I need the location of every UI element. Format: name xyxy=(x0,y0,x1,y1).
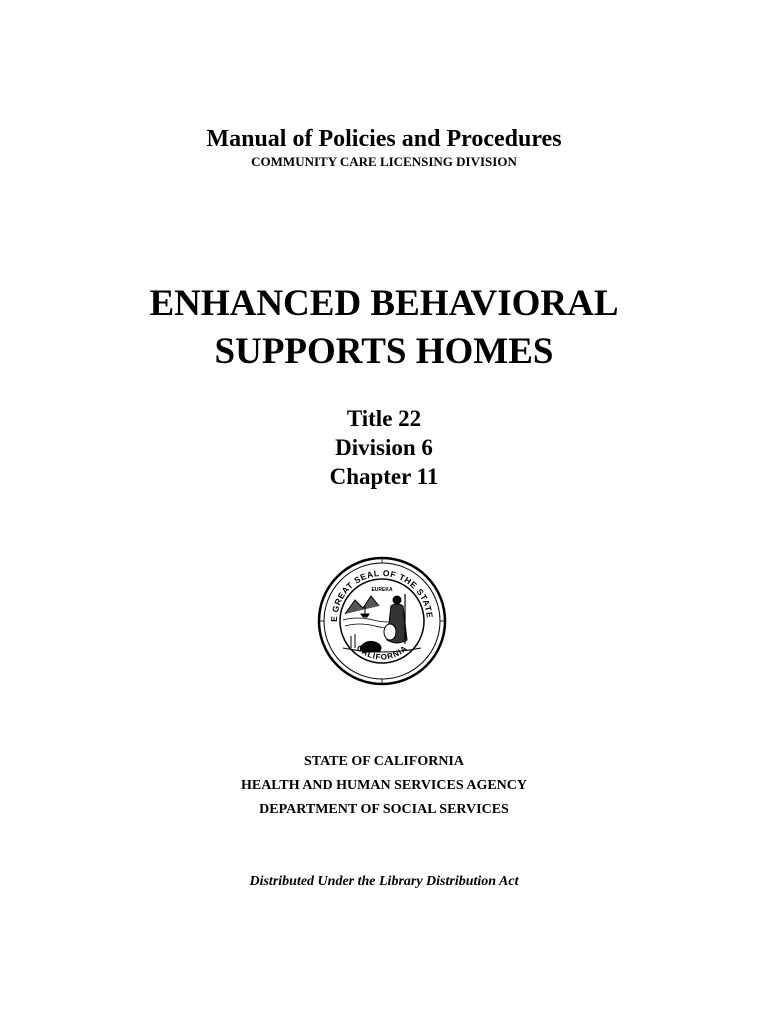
document-title xyxy=(0,280,768,376)
agency-state: STATE OF CALIFORNIA xyxy=(304,754,464,769)
regulation-reference xyxy=(0,404,768,491)
agency-department: DEPARTMENT OF SOCIAL SERVICES xyxy=(259,802,509,817)
agency-name: HEALTH AND HUMAN SERVICES AGENCY xyxy=(240,778,528,793)
regulation-division: Division 6 xyxy=(335,435,433,460)
division-name: COMMUNITY CARE LICENSING DIVISION xyxy=(251,154,517,169)
seal-motto: EUREKA xyxy=(371,587,393,593)
seal-top-text: E GREAT SEAL OF THE STATE xyxy=(328,567,435,623)
regulation-chapter: Chapter 11 xyxy=(329,464,439,489)
distribution-note: Distributed Under the Library Distribution Act xyxy=(249,874,519,889)
agency-block xyxy=(0,750,768,822)
document-title-line-1: ENHANCED BEHAVIORAL xyxy=(149,283,619,324)
manual-title: Manual of Policies and Procedures xyxy=(206,126,562,152)
seal-bottom-text: CALIFORNIA xyxy=(354,643,410,662)
state-seal-icon xyxy=(317,556,447,686)
regulation-title: Title 22 xyxy=(346,406,422,431)
document-title-line-2: SUPPORTS HOMES xyxy=(214,331,554,372)
